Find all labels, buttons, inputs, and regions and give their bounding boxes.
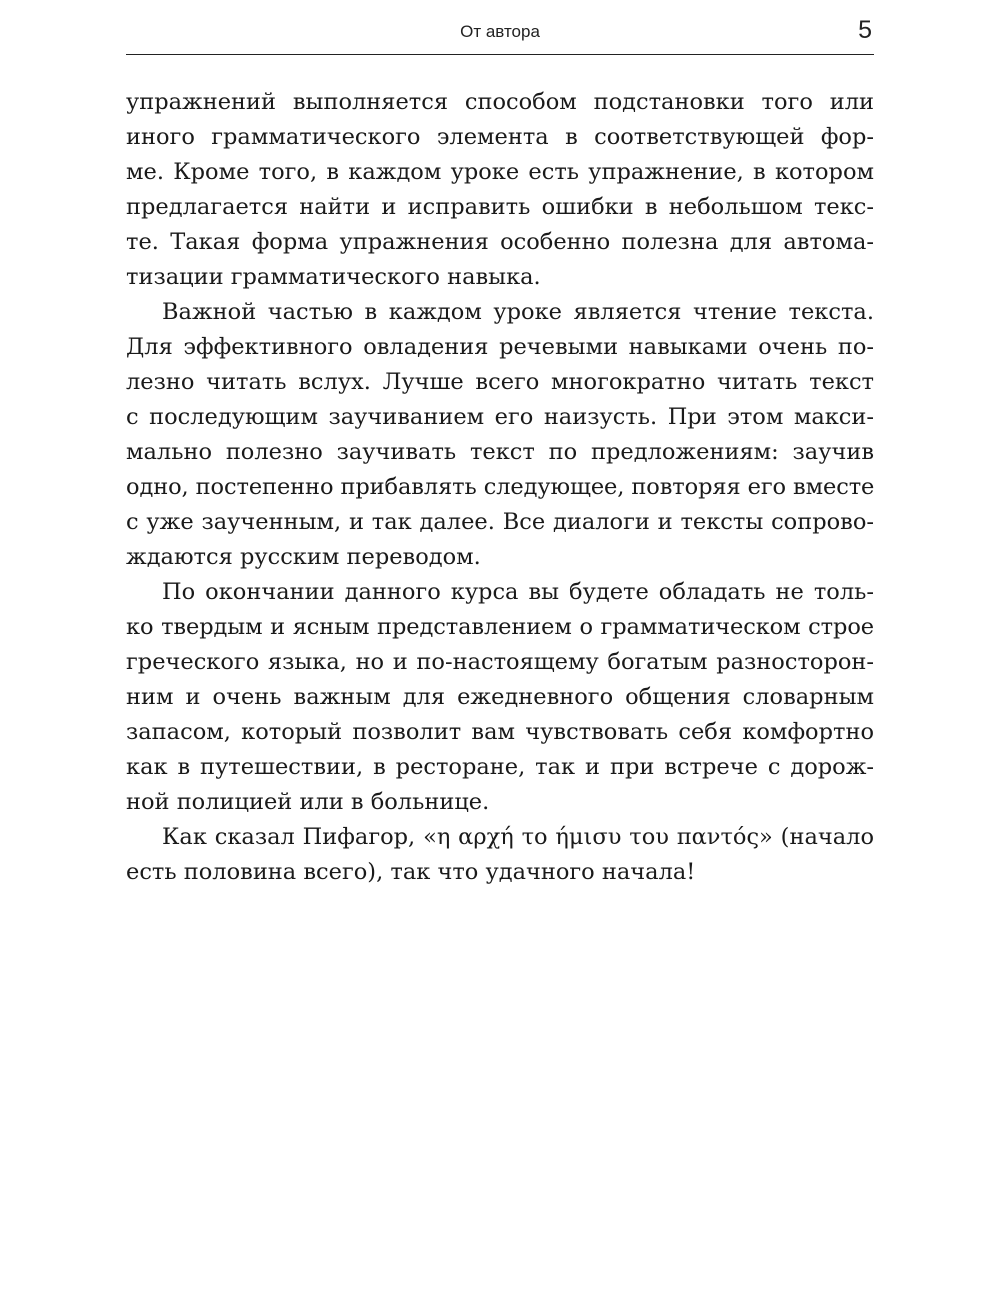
paragraph-2 [126, 295, 874, 575]
text-line: ждаются русским переводом. [126, 544, 481, 570]
text-line: ной полицией или в больнице. [126, 789, 490, 815]
text-line: По окончании данного курса вы будете обладать не толь- [162, 579, 874, 605]
page-number: 5 [858, 16, 872, 44]
text-line: запасом, который позволит вам чувствовать себя комфортно [126, 719, 874, 745]
paragraph-4 [126, 820, 874, 890]
body-text [126, 85, 874, 890]
text-line: как в путешествии, в ресторане, так и при встрече с дорож- [126, 754, 874, 780]
text-line: с уже заученным, и так далее. Все диалоги и тексты сопрово- [126, 509, 874, 535]
text-line: греческого языка, но и по-настоящему богатым разносторон- [126, 649, 874, 675]
paragraph-3 [126, 575, 874, 820]
text-line: те. Такая форма упражнения особенно полезна для автома- [126, 229, 874, 255]
page-header [126, 14, 874, 55]
text-line: Для эффективного овладения речевыми навыками очень по- [126, 334, 874, 360]
text-line: лезно читать вслух. Лучше всего многократно читать текст [126, 369, 874, 395]
text-line: ко твердым и ясным представлением о грамматическом строе [126, 614, 874, 640]
text-line: ним и очень важным для ежедневного общения словарным [126, 684, 874, 710]
text-line: упражнений выполняется способом подстановки того или [126, 89, 874, 115]
text-line: мально полезно заучивать текст по предложениям: заучив [126, 439, 874, 465]
text-line: одно, постепенно прибавлять следующее, повторяя его вместе [126, 474, 875, 500]
text-line: с последующим заучиванием его наизусть. При этом макси- [126, 404, 874, 430]
running-head: От автора [460, 22, 540, 41]
text-line: Как сказал Пифагор, «η αρχή το ήμισυ του παντός» (начало [162, 824, 874, 850]
text-line: ме. Кроме того, в каждом уроке есть упражнение, в котором [126, 159, 874, 185]
text-line: Важной частью в каждом уроке является чтение текста. [162, 299, 874, 325]
text-line: тизации грамматического навыка. [126, 264, 541, 290]
text-line: иного грамматического элемента в соответствующей фор- [126, 124, 874, 150]
paragraph-1 [126, 85, 874, 295]
text-line: есть половина всего), так что удачного начала! [126, 859, 696, 885]
text-line: предлагается найти и исправить ошибки в небольшом текс- [126, 194, 874, 220]
